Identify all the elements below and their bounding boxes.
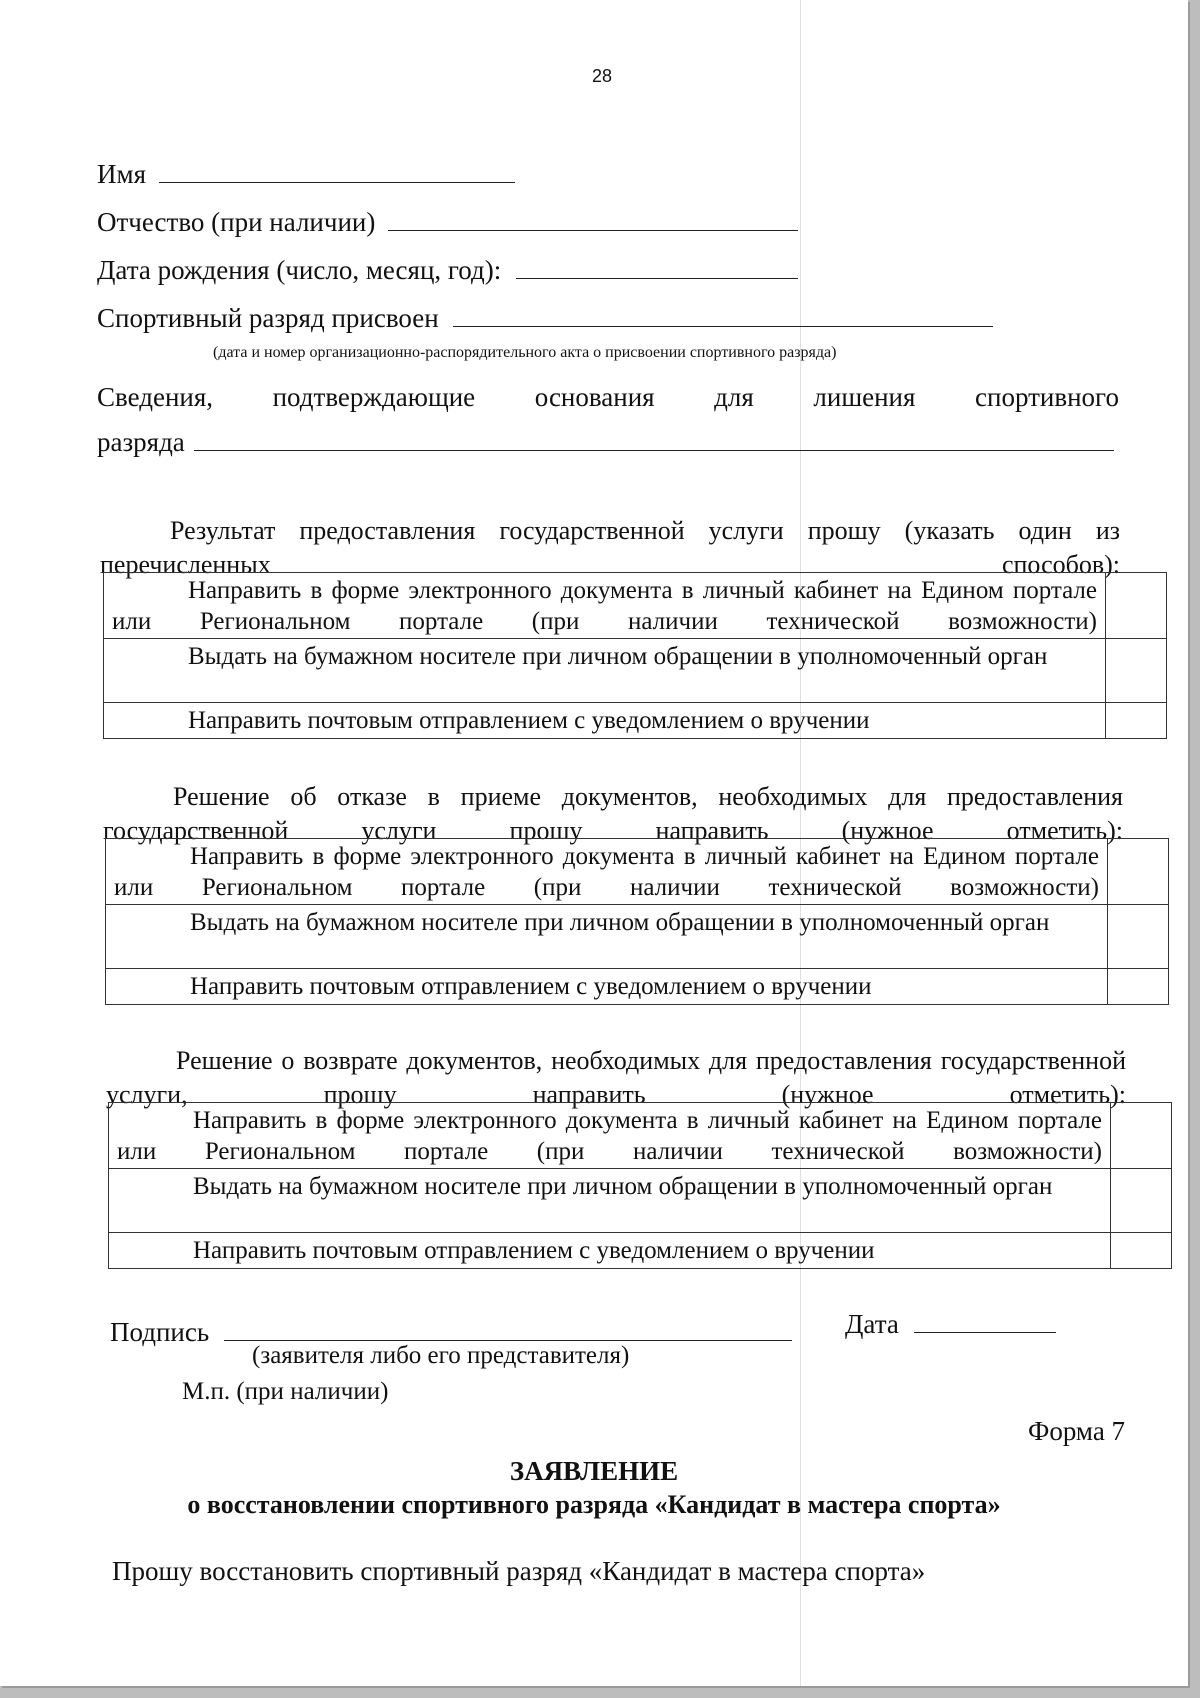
deprivation-word: лишения — [813, 382, 916, 412]
refusal-options-table — [105, 838, 1169, 1005]
birthdate-input-line[interactable] — [516, 252, 798, 279]
option-text: Направить в форме электронного документа в личный кабинет на Едином портале или Региональном портале (при наличии технической возможности) — [106, 839, 1108, 905]
deprivation-line1 — [97, 382, 1119, 413]
deprivation-word: спортивного — [975, 382, 1119, 412]
deprivation-word: для — [714, 382, 754, 412]
result-options-table — [103, 572, 1167, 739]
rank-assigned-caption: (дата и номер организационно-распорядительного акта о присвоении спортивного разряда) — [213, 344, 837, 361]
option-row — [109, 1103, 1172, 1169]
option-checkbox[interactable] — [1108, 969, 1169, 1005]
date-input-line[interactable] — [914, 1306, 1056, 1333]
option-checkbox[interactable] — [1106, 639, 1167, 703]
rank-assigned-input-line[interactable] — [453, 300, 993, 327]
option-checkbox[interactable] — [1106, 573, 1167, 639]
birthdate-label: Дата рождения (число, месяц, год): — [97, 255, 502, 285]
name-field — [97, 156, 515, 190]
page-number: 28 — [592, 66, 613, 86]
rank-assigned-field — [97, 300, 993, 334]
option-text: Направить в форме электронного документа в личный кабинет на Едином портале или Региональном портале (при наличии технической возможности) — [109, 1103, 1111, 1169]
option-row — [106, 905, 1169, 969]
restore-request: Прошу восстановить спортивный разряд «Кандидат в мастера спорта» — [112, 1556, 926, 1586]
refusal-intro: Решение об отказе в приеме документов, необходимых для предоставления государственной услуги прошу направить (нужное отметить): — [103, 782, 1123, 845]
form-subtitle: о восстановлении спортивного разряда «Кандидат в мастера спорта» — [187, 1490, 1001, 1519]
option-text: Выдать на бумажном носителе при личном обращении в уполномоченный орган — [109, 1169, 1111, 1233]
stamp-note: М.п. (при наличии) — [182, 1378, 389, 1405]
name-label: Имя — [97, 159, 147, 189]
option-checkbox[interactable] — [1106, 703, 1167, 739]
name-input-line[interactable] — [159, 156, 515, 183]
option-text: Направить в форме электронного документа в личный кабинет на Едином портале или Региональном портале (при наличии технической возможности) — [104, 573, 1106, 639]
form-title: ЗАЯВЛЕНИЕ — [509, 1456, 679, 1486]
date-field — [845, 1306, 1056, 1340]
option-row — [109, 1169, 1172, 1233]
return-intro: Решение о возврате документов, необходимых для предоставления государственной услуги, прошу направить (нужное отметить): — [106, 1046, 1126, 1109]
rank-assigned-label: Спортивный разряд присвоен — [97, 303, 439, 333]
return-options-table — [108, 1102, 1172, 1269]
patronymic-input-line[interactable] — [388, 204, 798, 231]
patronymic-field — [97, 204, 798, 238]
option-row — [104, 639, 1167, 703]
option-checkbox[interactable] — [1111, 1103, 1172, 1169]
option-text: Направить почтовым отправлением с уведомлением о вручении — [106, 969, 1108, 1005]
form-label: Форма 7 — [1028, 1416, 1126, 1446]
signature-label: Подпись — [110, 1317, 210, 1347]
signature-caption: (заявителя либо его представителя) — [252, 1342, 630, 1369]
deprivation-word: подтверждающие — [272, 382, 476, 412]
option-checkbox[interactable] — [1108, 839, 1169, 905]
option-text: Направить почтовым отправлением с уведомлением о вручении — [104, 703, 1106, 739]
patronymic-label: Отчество (при наличии) — [97, 207, 376, 237]
option-row — [106, 839, 1169, 905]
option-checkbox[interactable] — [1111, 1233, 1172, 1269]
option-row — [104, 703, 1167, 739]
date-label: Дата — [845, 1309, 899, 1339]
option-row — [109, 1233, 1172, 1269]
option-text: Выдать на бумажном носителе при личном обращении в уполномоченный орган — [104, 639, 1106, 703]
result-intro: Результат предоставления государственной услуги прошу (указать один из перечисленных способов): — [100, 516, 1120, 579]
signature-input-line[interactable] — [224, 1314, 792, 1341]
deprivation-input-line[interactable] — [194, 424, 1114, 451]
option-row — [104, 573, 1167, 639]
option-checkbox[interactable] — [1111, 1169, 1172, 1233]
option-text: Выдать на бумажном носителе при личном обращении в уполномоченный орган — [106, 905, 1108, 969]
deprivation-word: основания — [534, 382, 655, 412]
deprivation-word: Сведения, — [97, 382, 214, 412]
option-text: Направить почтовым отправлением с уведомлением о вручении — [109, 1233, 1111, 1269]
option-row — [106, 969, 1169, 1005]
deprivation-line2 — [97, 424, 1114, 458]
option-checkbox[interactable] — [1108, 905, 1169, 969]
birthdate-field — [97, 252, 798, 286]
deprivation-label: разряда — [97, 427, 185, 457]
